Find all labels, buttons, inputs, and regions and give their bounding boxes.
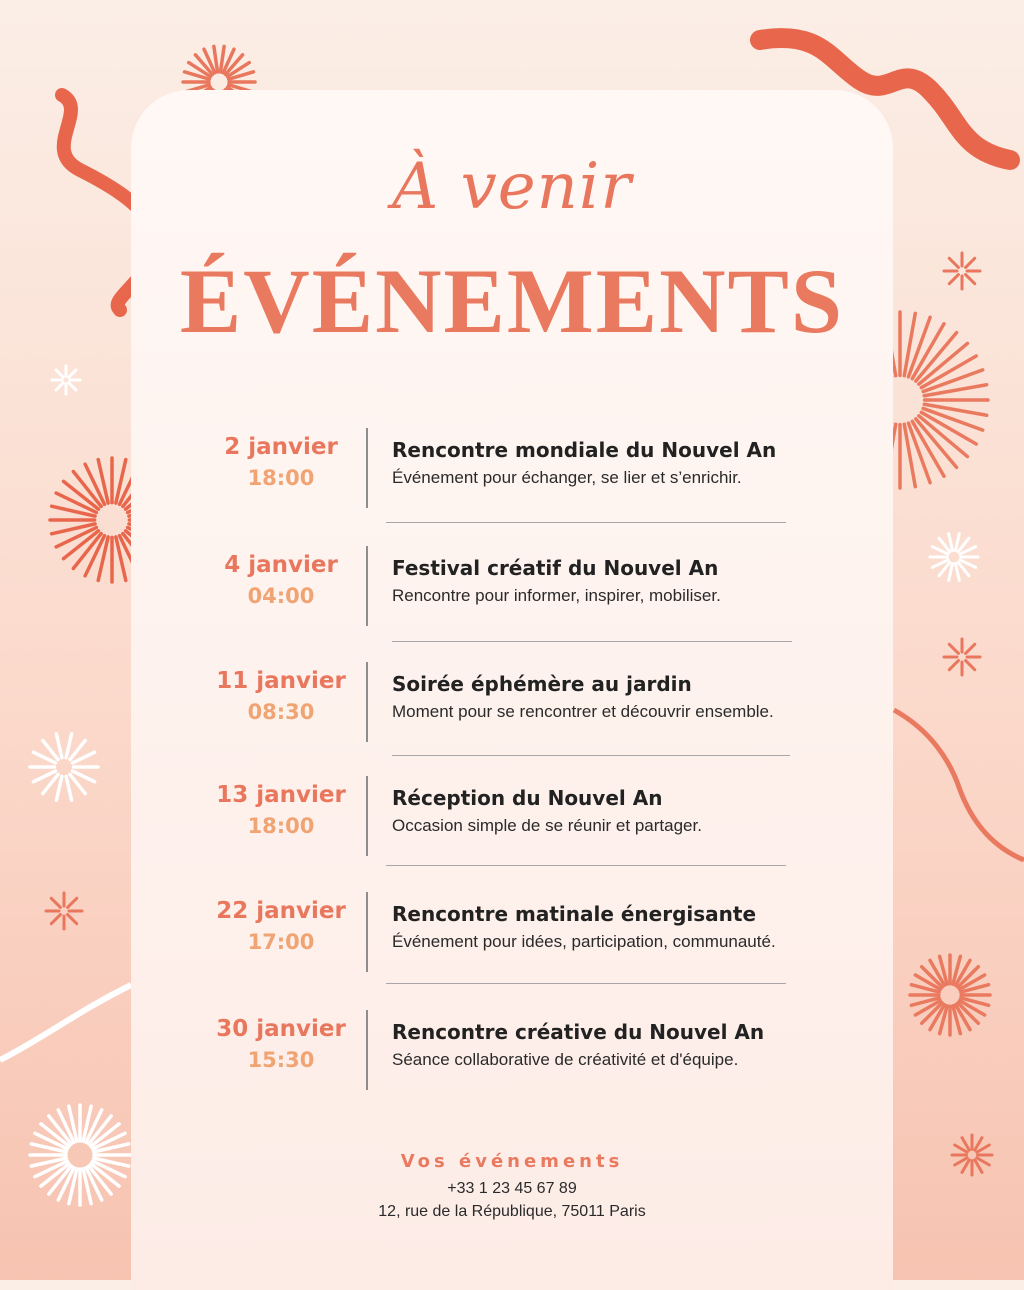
vertical-divider	[366, 546, 368, 626]
event-title: Festival créatif du Nouvel An	[392, 556, 719, 580]
vertical-divider	[366, 776, 368, 856]
row-divider	[386, 522, 786, 523]
event-day: 2 janvier	[224, 434, 338, 460]
event-date	[206, 898, 356, 954]
event-date	[206, 552, 356, 608]
page-title: ÉVÉNEMENTS	[179, 250, 845, 352]
event-item	[200, 428, 800, 518]
firework-icon	[30, 734, 98, 800]
event-description: Événement pour idées, participation, communauté.	[392, 932, 776, 951]
footer-phone: +33 1 23 45 67 89	[447, 1180, 577, 1197]
event-time: 08:30	[247, 700, 315, 724]
vertical-divider	[366, 1010, 368, 1090]
firework-icon	[910, 955, 990, 1035]
event-day: 13 janvier	[216, 782, 346, 808]
event-time: 15:30	[247, 1048, 315, 1072]
event-item	[200, 776, 800, 866]
event-title: Rencontre mondiale du Nouvel An	[392, 438, 777, 462]
event-description: Moment pour se rencontrer et découvrir ensemble.	[392, 702, 774, 721]
event-time: 18:00	[247, 466, 315, 490]
event-date	[206, 668, 356, 724]
event-date	[206, 1016, 356, 1072]
event-day: 30 janvier	[216, 1016, 346, 1042]
row-divider	[392, 755, 790, 756]
event-title: Rencontre créative du Nouvel An	[392, 1020, 765, 1044]
event-title: Rencontre matinale énergisante	[392, 902, 757, 926]
event-item	[200, 546, 800, 636]
footer-address: 12, rue de la République, 75011 Paris	[378, 1203, 646, 1220]
row-divider	[386, 983, 786, 984]
vertical-divider	[366, 428, 368, 508]
event-time: 17:00	[247, 930, 315, 954]
event-title: Réception du Nouvel An	[392, 786, 663, 810]
event-item	[200, 1010, 800, 1100]
event-description: Occasion simple de se réunir et partager.	[392, 816, 702, 835]
event-item	[200, 662, 800, 752]
footer-label: Vos événements	[400, 1151, 624, 1172]
row-divider	[392, 641, 792, 642]
firework-icon	[944, 639, 980, 675]
event-description: Rencontre pour informer, inspirer, mobiliser.	[392, 586, 721, 605]
event-day: 22 janvier	[216, 898, 346, 924]
event-time: 04:00	[247, 584, 315, 608]
script-title: À venir	[392, 150, 632, 224]
event-day: 11 janvier	[216, 668, 346, 694]
event-day: 4 janvier	[224, 552, 338, 578]
event-title: Soirée éphémère au jardin	[392, 672, 692, 696]
event-description: Séance collaborative de créativité et d'équipe.	[392, 1050, 739, 1069]
event-description: Événement pour échanger, se lier et s’enrichir.	[392, 468, 742, 487]
firework-icon	[46, 893, 82, 929]
row-divider	[386, 865, 786, 866]
event-date	[206, 782, 356, 838]
event-time: 18:00	[247, 814, 315, 838]
firework-icon	[52, 366, 80, 394]
vertical-divider	[366, 892, 368, 972]
vertical-divider	[366, 662, 368, 742]
event-item	[200, 892, 800, 982]
firework-icon	[930, 534, 978, 581]
event-date	[206, 434, 356, 490]
